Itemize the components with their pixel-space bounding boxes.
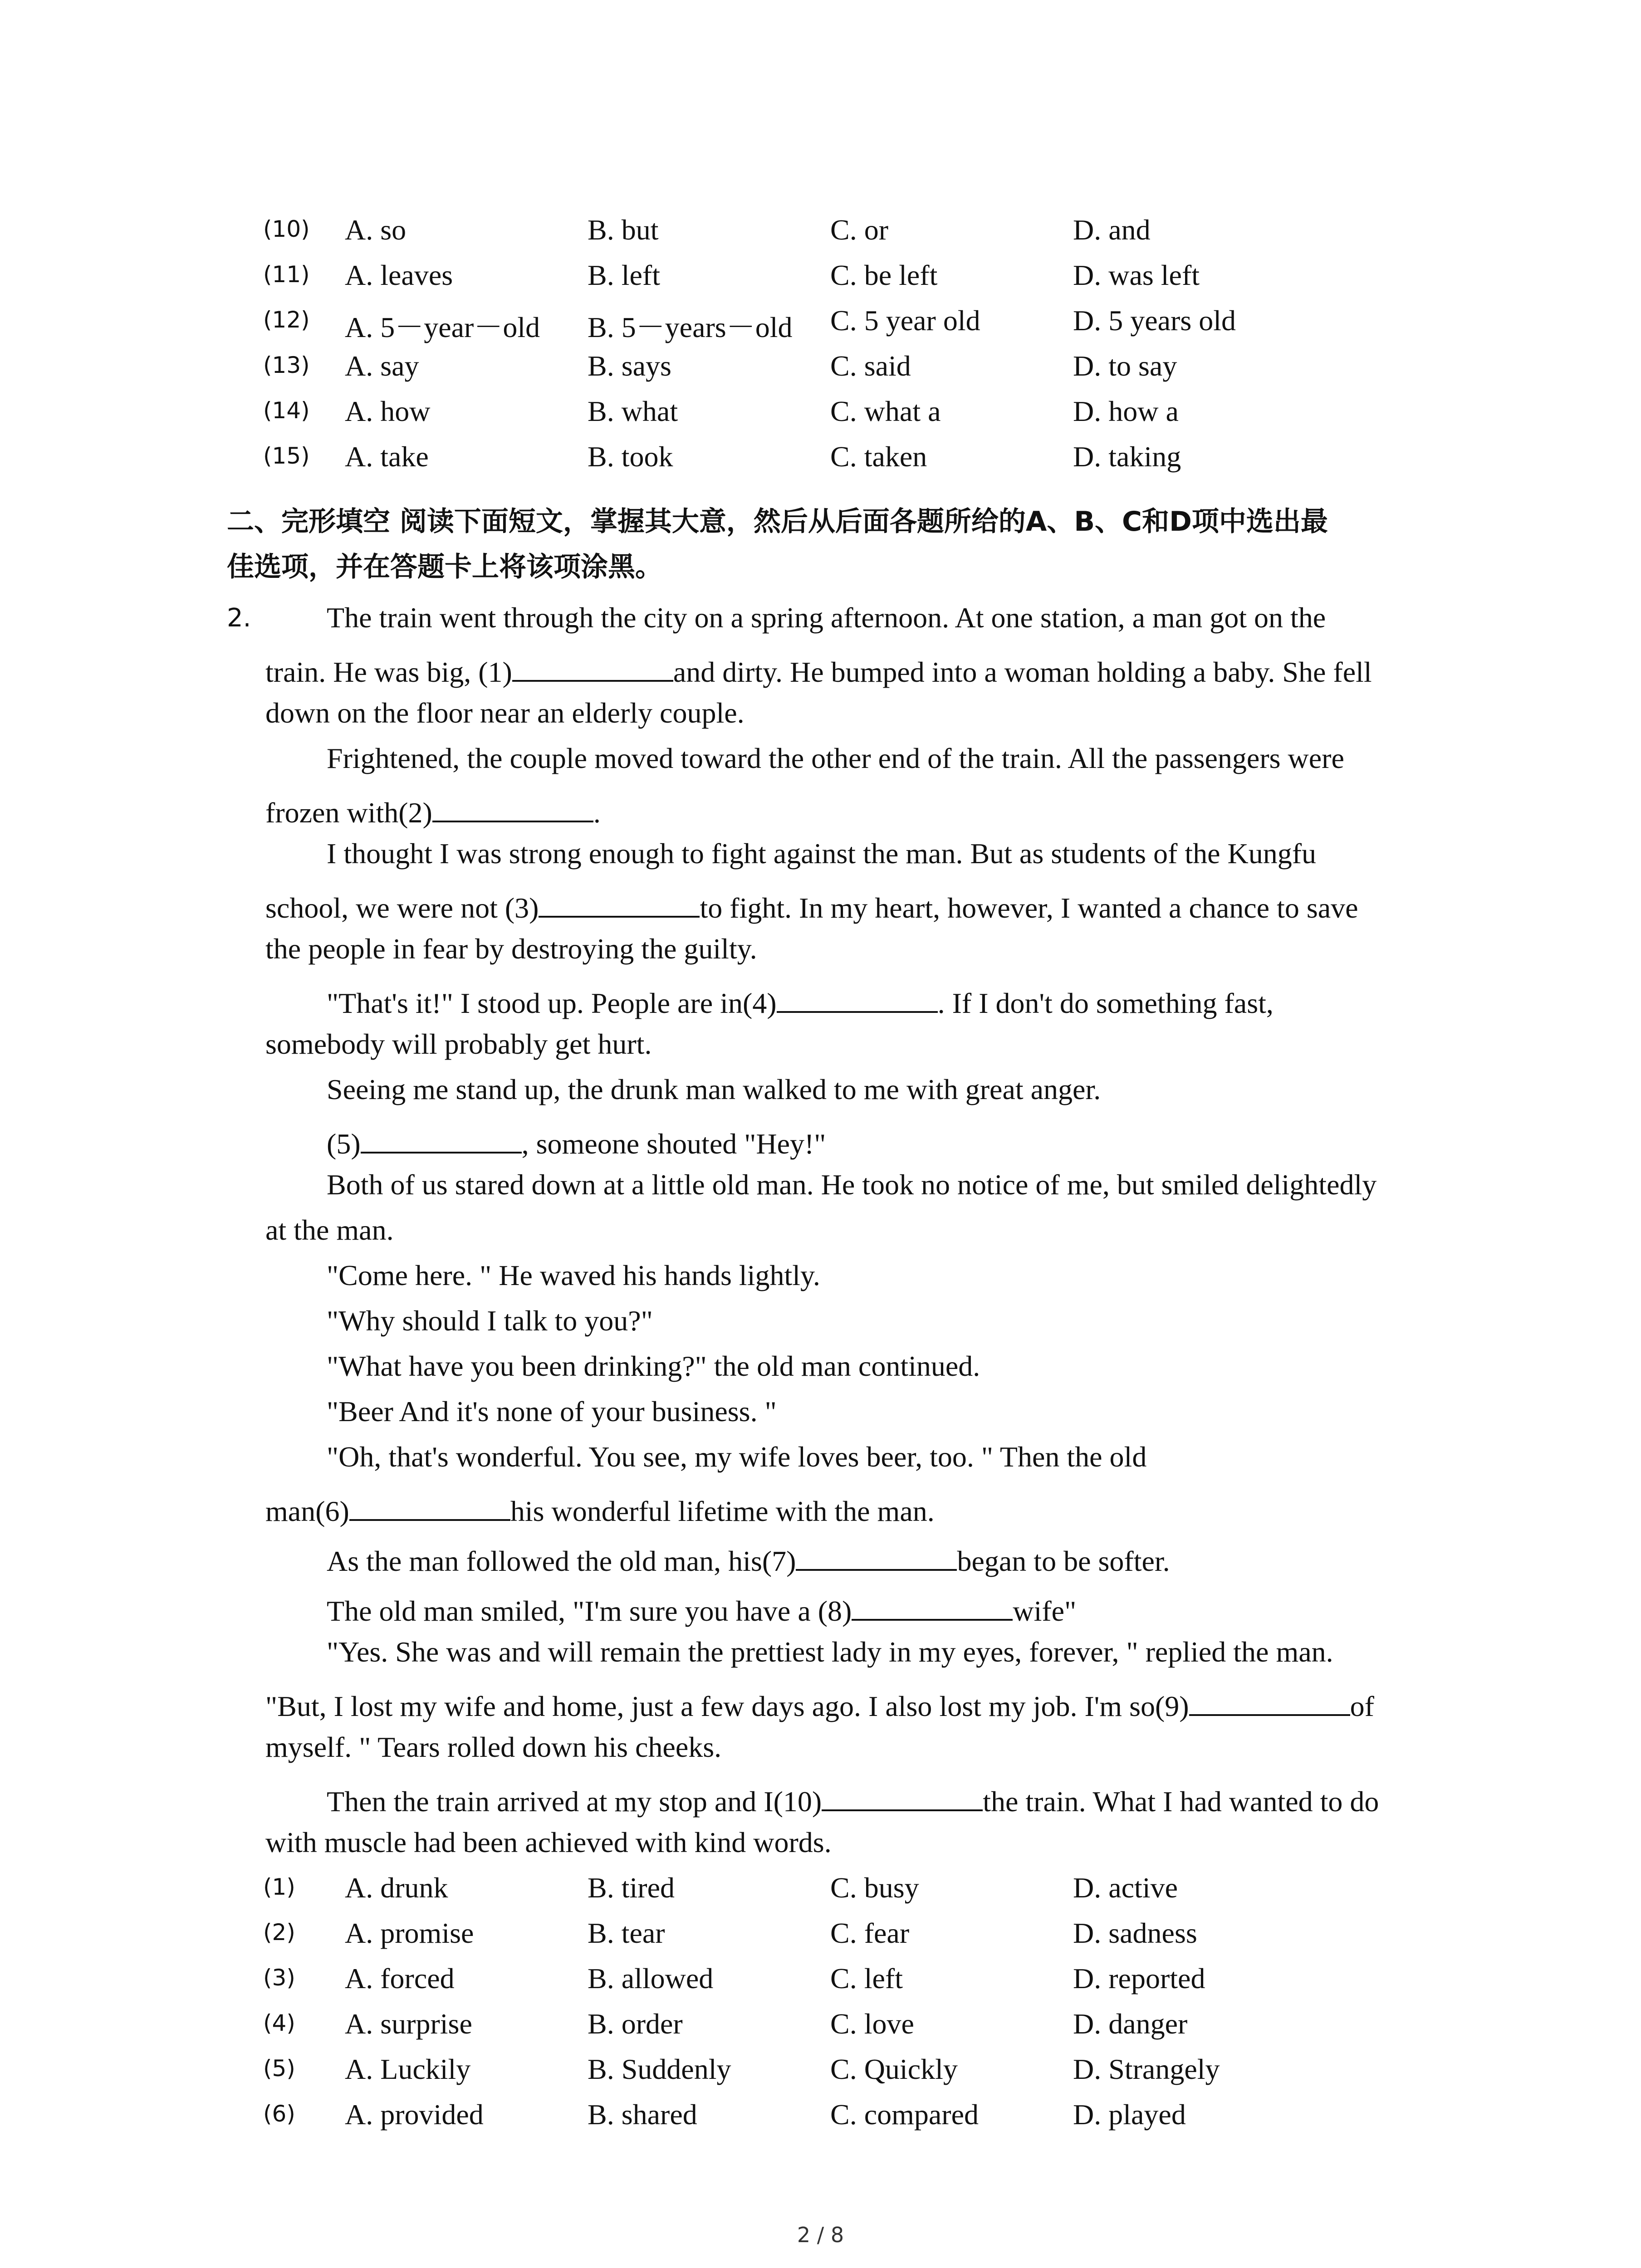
question-number: (5): [263, 2055, 295, 2082]
passage-line: down on the floor near an elderly couple.: [265, 697, 745, 729]
option-row: [263, 1871, 1579, 1907]
option-row: [263, 395, 1579, 431]
option-row: [263, 349, 1579, 386]
option-c: C. taken: [830, 440, 927, 473]
option-row: [263, 213, 1579, 249]
option-d: D. reported: [1073, 1962, 1205, 1994]
option-c: C. left: [830, 1962, 903, 1994]
question-number: (6): [263, 2101, 295, 2127]
passage-line: (5) , someone shouted "Hey!": [327, 1123, 826, 1161]
option-row: [263, 1916, 1579, 1953]
option-a: A. provided: [345, 2098, 484, 2131]
option-b: B. tired: [588, 1872, 675, 1904]
answer-blank[interactable]: [361, 1123, 522, 1154]
option-d: D. taking: [1073, 440, 1181, 473]
passage-line: The train went through the city on a spring afternoon. At one station, a man got on the: [327, 601, 1326, 634]
option-b: B. allowed: [588, 1962, 714, 1994]
option-c: C. be left: [830, 259, 938, 291]
passage-line: Frightened, the couple moved toward the other end of the train. All the passengers were: [327, 742, 1344, 774]
section-heading-line: 二、完形填空 阅读下面短文，掌握其大意，然后从后面各题所给的A、B、C和D项中选出最: [227, 506, 1328, 538]
option-d: D. active: [1073, 1872, 1178, 1904]
option-d: D. and: [1073, 214, 1151, 246]
option-a: A. Luckily: [345, 2053, 471, 2085]
option-d: D. danger: [1073, 2008, 1188, 2040]
answer-blank[interactable]: [349, 1490, 510, 1521]
option-a: A. leaves: [345, 259, 453, 291]
option-b: B. Suddenly: [588, 2053, 731, 2085]
passage-line: "That's it!" I stood up. People are in(4) . If I don't do something fast,: [327, 982, 1274, 1020]
option-c: C. compared: [830, 2098, 979, 2131]
option-a: A. drunk: [345, 1872, 448, 1904]
option-c: C. Quickly: [830, 2053, 958, 2085]
option-d: D. played: [1073, 2098, 1186, 2131]
option-a: A. take: [345, 440, 429, 473]
passage-line: myself. " Tears rolled down his cheeks.: [265, 1731, 722, 1763]
question-number: (3): [263, 1965, 295, 1991]
question-number: (14): [263, 397, 310, 424]
question-number: (2): [263, 1919, 295, 1945]
passage-line: Both of us stared down at a little old man. He took no notice of me, but smiled delightedly: [327, 1168, 1377, 1201]
question-number: (15): [263, 443, 310, 469]
passage-line: "Come here. " He waved his hands lightly.: [327, 1259, 820, 1291]
option-a: A. surprise: [345, 2008, 472, 2040]
answer-blank[interactable]: [539, 887, 700, 918]
passage-line: with muscle had been achieved with kind words.: [265, 1826, 832, 1858]
option-c: C. 5 year old: [830, 304, 980, 337]
passage-line: "But, I lost my wife and home, just a few days ago. I also lost my job. I'm so(9) of: [265, 1685, 1374, 1723]
passage-line: I thought I was strong enough to fight against the man. But as students of the Kungfu: [327, 837, 1317, 870]
option-c: C. or: [830, 214, 888, 246]
passage-line: Seeing me stand up, the drunk man walked to me with great anger.: [327, 1073, 1101, 1105]
question-number: 2.: [227, 603, 251, 633]
option-b: B. tear: [588, 1917, 665, 1949]
section-heading: [227, 499, 1497, 590]
passage-line: Then the train arrived at my stop and I(10) the train. What I had wanted to do: [327, 1780, 1379, 1818]
option-c: C. said: [830, 350, 911, 382]
answer-blank[interactable]: [432, 792, 593, 822]
option-a: A. how: [345, 395, 431, 427]
option-b: B. order: [588, 2008, 683, 2040]
question-number: (4): [263, 2010, 295, 2036]
passage-line: school, we were not (3) to fight. In my heart, however, I wanted a chance to save: [265, 887, 1358, 925]
option-a: A. 5－year－old: [345, 311, 540, 343]
passage-line: "Beer And it's none of your business. ": [327, 1395, 777, 1427]
answer-blank[interactable]: [512, 651, 673, 682]
question-number: (11): [263, 261, 310, 288]
option-row: [263, 1962, 1579, 1998]
option-row: [263, 2007, 1579, 2043]
option-d: D. to say: [1073, 350, 1177, 382]
page-indicator: 2 / 8: [797, 2223, 844, 2247]
option-b: B. 5－years－old: [588, 311, 793, 343]
option-row: [263, 2053, 1579, 2089]
question-number: (12): [263, 307, 310, 333]
option-d: D. how a: [1073, 395, 1179, 427]
passage-line: train. He was big, (1) and dirty. He bumped into a woman holding a baby. She fell: [265, 651, 1372, 689]
answer-blank[interactable]: [1189, 1685, 1350, 1716]
option-a: A. promise: [345, 1917, 474, 1949]
answer-blank[interactable]: [822, 1780, 983, 1811]
passage-line: somebody will probably get hurt.: [265, 1028, 652, 1060]
passage-line: "What have you been drinking?" the old man continued.: [327, 1350, 980, 1382]
option-row: [263, 2098, 1579, 2134]
option-c: C. fear: [830, 1917, 910, 1949]
option-a: A. forced: [345, 1962, 455, 1994]
passage-line: As the man followed the old man, his(7) began to be softer.: [327, 1540, 1170, 1578]
option-b: B. left: [588, 259, 660, 291]
option-d: D. sadness: [1073, 1917, 1197, 1949]
answer-blank[interactable]: [777, 982, 938, 1013]
option-b: B. but: [588, 214, 659, 246]
passage-line: man(6) his wonderful lifetime with the man.: [265, 1490, 935, 1528]
option-row: [263, 259, 1579, 295]
question-number: (1): [263, 1874, 295, 1900]
passage-line: frozen with(2) .: [265, 792, 601, 830]
option-row: [263, 440, 1579, 476]
passage-line: "Oh, that's wonderful. You see, my wife loves beer, too. " Then the old: [327, 1441, 1147, 1473]
option-b: B. what: [588, 395, 678, 427]
answer-blank[interactable]: [852, 1590, 1013, 1621]
question-number: (10): [263, 216, 310, 242]
option-c: C. what a: [830, 395, 941, 427]
option-a: A. say: [345, 350, 419, 382]
passage-line: the people in fear by destroying the guilty.: [265, 933, 757, 965]
option-row: [263, 304, 1579, 343]
option-d: D. 5 years old: [1073, 304, 1236, 337]
question-number: (13): [263, 352, 310, 378]
passage-line: The old man smiled, "I'm sure you have a (8) wife": [327, 1590, 1076, 1628]
option-c: C. busy: [830, 1872, 919, 1904]
option-c: C. love: [830, 2008, 914, 2040]
section-heading-line: 佳选项，并在答题卡上将该项涂黑。: [227, 551, 662, 583]
option-a: A. so: [345, 214, 407, 246]
option-d: D. was left: [1073, 259, 1200, 291]
passage-line: at the man.: [265, 1214, 394, 1246]
option-d: D. Strangely: [1073, 2053, 1220, 2085]
option-b: B. says: [588, 350, 671, 382]
passage-line: "Why should I talk to you?": [327, 1305, 653, 1337]
option-b: B. shared: [588, 2098, 697, 2131]
answer-blank[interactable]: [796, 1540, 957, 1571]
option-b: B. took: [588, 440, 673, 473]
passage-line: "Yes. She was and will remain the prettiest lady in my eyes, forever, " replied the man.: [327, 1636, 1333, 1668]
